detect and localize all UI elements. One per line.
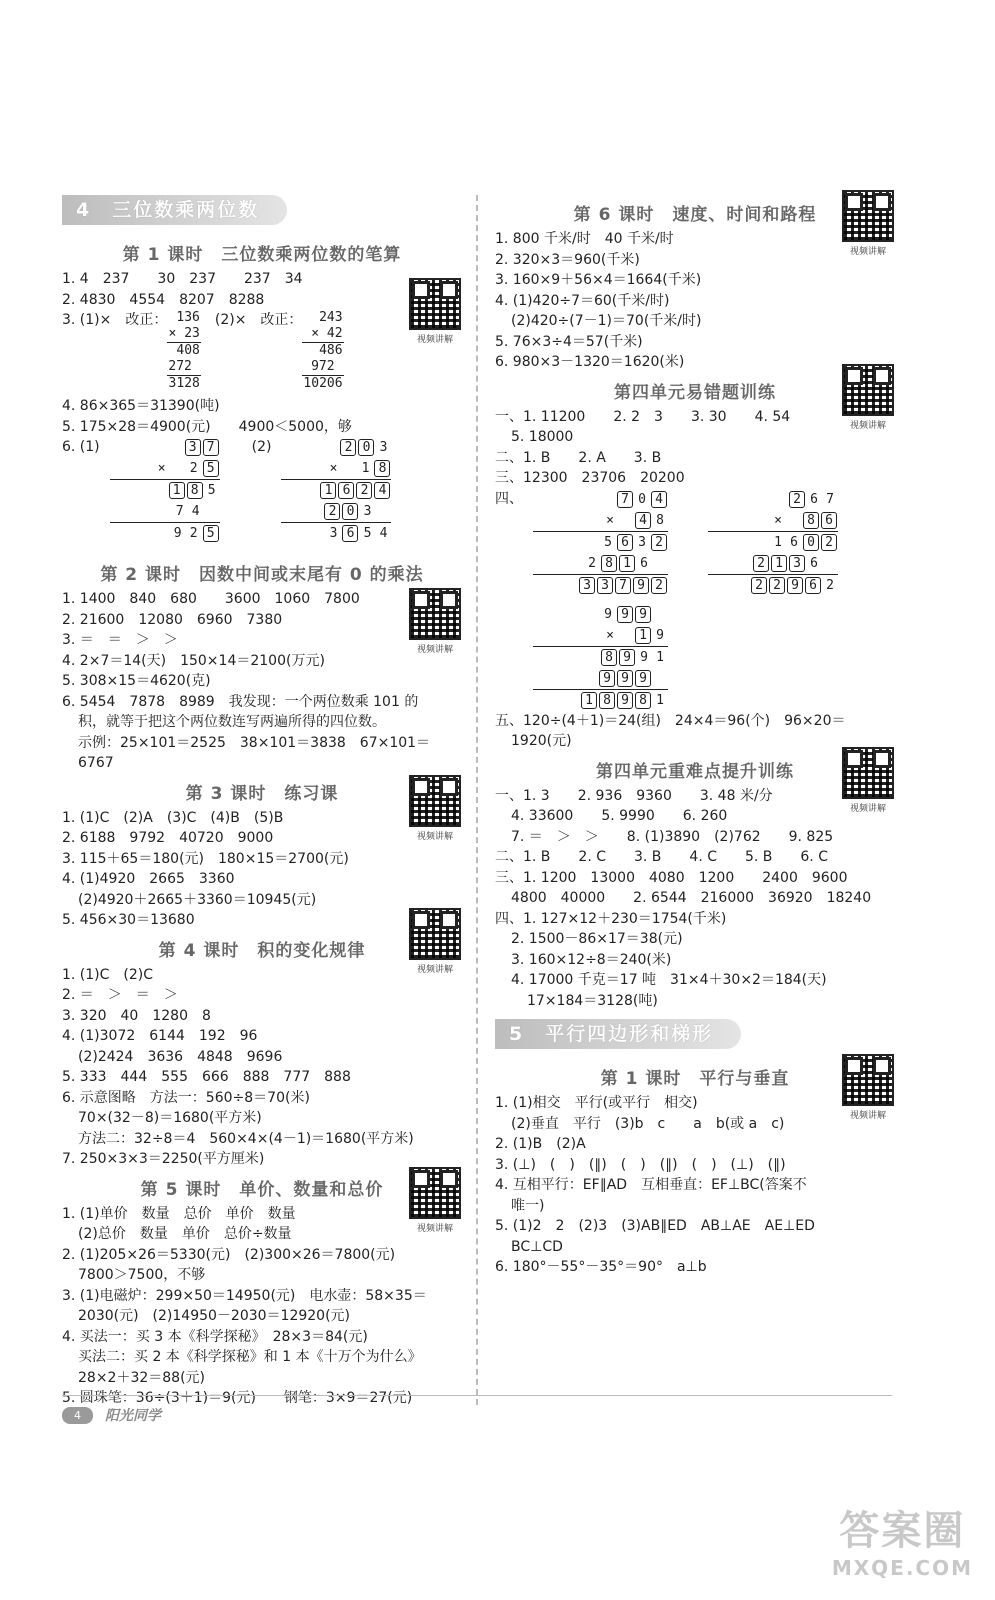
answer-line: 5. 18000 <box>511 429 574 445</box>
answer-line: 4. 买法一：买 3 本《科学探秘》 28×3＝84(元) <box>62 1328 368 1345</box>
box-multiplication-4: 2 6 7 × 8 6 1 6 0 2 2 1 3 6 2 2 9 6 2 <box>708 489 838 711</box>
lesson-title: 第 1 课时 平行与垂直 <box>600 1069 790 1089</box>
brand-logo: 阳光同学 <box>105 1408 161 1424</box>
answer-line: 2. 4830 4554 8207 8288 <box>62 291 265 308</box>
answer-line: 4800 40000 2. 6544 216000 36920 18240 <box>511 890 872 906</box>
answer-line: 三、12300 23706 20200 <box>495 470 685 486</box>
answer-line: 5. 圆珠笔：36÷(3＋1)＝9(元) 钢笔：3×9＝27(元) <box>62 1390 413 1406</box>
qr-caption: 视频讲解 <box>416 645 453 655</box>
answer-line: 7800＞7500，不够 <box>78 1267 206 1283</box>
answer-line: 7. 250×3×3＝2250(平方厘米) <box>62 1151 265 1167</box>
page-footer <box>62 1405 161 1425</box>
lesson-title: 第 3 课时 练习课 <box>185 783 339 804</box>
answer-line: 2. (1)B (2)A <box>495 1136 586 1152</box>
calc-line: 408 <box>176 343 200 358</box>
box-multiplication-2: 2 0 3 × 1 8 1 6 2 4 2 0 3 3 6 5 4 <box>281 437 391 555</box>
qr-code[interactable] <box>841 364 895 431</box>
answer-line: 2. 1500－86×17＝38(元) <box>511 931 683 947</box>
answer-line: 4. 86×365＝31390(吨) <box>62 398 220 414</box>
unit5-lesson-1-section <box>495 1064 895 1278</box>
qr-caption: 视频讲解 <box>849 803 886 814</box>
answer-line: 方法二：32÷8＝4 560×4×(4－1)＝1680(平方米) <box>78 1130 414 1147</box>
answer-line: 6. 180°－55°－35°＝90° a⊥b <box>495 1259 707 1275</box>
answer-line: 1. (1)相交 平行(或平行 相交) <box>495 1095 698 1111</box>
q4-row <box>495 489 895 711</box>
calc-line: 10206 <box>303 376 343 391</box>
qr-icon <box>842 1054 894 1106</box>
answer-line: 4. 互相平行：EF∥AD 互相垂直：EF⊥BC(答案不 <box>495 1177 807 1193</box>
qr-code[interactable] <box>408 908 462 975</box>
answer-line: 示例：25×101＝2525 38×101＝3838 67×101＝ <box>78 734 431 751</box>
answer-line: 唯一) <box>511 1197 545 1214</box>
qr-icon <box>409 908 461 960</box>
answer-line: 五、120÷(4＋1)＝24(组) 24×4＝96(个) 96×20＝ <box>495 712 846 729</box>
answer-line: (2)总价 数量 单价 总价÷数量 <box>78 1226 292 1242</box>
answer-line: 4. 17000 千克＝17 吨 31×4＋30×2＝184(天) <box>511 972 827 988</box>
calc-line: × 23 <box>168 326 200 341</box>
lesson-title: 第四单元重难点提升训练 <box>596 761 794 782</box>
lesson-title: 第 6 课时 速度、时间和路程 <box>573 205 817 225</box>
unit-5-banner <box>495 1019 741 1049</box>
answer-line: 1. 1400 840 680 3600 1060 7800 <box>62 591 360 607</box>
lesson-6-section <box>495 200 895 373</box>
answer-line: BC⊥CD <box>511 1238 563 1255</box>
page-number: 4 <box>62 1407 93 1424</box>
answer-line: 2030(元) (2)14950－2030＝12920(元) <box>78 1308 351 1324</box>
watermark-text: 答案圈 <box>839 1508 966 1554</box>
answer-line: 4. (1)420÷7＝60(千米/时) <box>495 292 670 309</box>
calc-line: 3128 <box>168 376 200 391</box>
answer-line: 5. 308×15＝4620(克) <box>62 673 211 689</box>
answer-line: 2. 21600 12080 6960 7380 <box>62 611 283 628</box>
box-multiplication-1: 3 7 × 2 5 1 8 5 7 4 9 2 5 <box>110 437 220 555</box>
answer-line: 3. 160×12÷8＝240(米) <box>511 951 672 968</box>
calc-line: 243 <box>319 310 343 325</box>
site-watermark <box>832 1499 973 1580</box>
answer-line: 1920(元) <box>511 733 572 749</box>
qr-code[interactable] <box>408 588 462 655</box>
answer-line: 买法二：买 2 本《科学探秘》和 1 本《十万个为什么》 <box>78 1349 422 1365</box>
lesson-title: 第四单元易错题训练 <box>614 382 776 403</box>
qr-icon <box>842 364 894 416</box>
answer-line: 四、 <box>495 490 523 507</box>
vertical-calc <box>167 310 200 392</box>
lesson-title: 第 2 课时 因数中间或末尾有 0 的乘法 <box>100 565 424 585</box>
error-training-section <box>495 378 895 752</box>
answer-line: 3. (1)× 改正： <box>62 312 168 328</box>
calc-line: 486 <box>319 343 343 358</box>
answer-line: 5. 175×28＝4900(元) 4900＜5000，够 <box>62 418 352 435</box>
key-points-section <box>495 757 895 1012</box>
watermark-url: MXQE.COM <box>831 1556 973 1580</box>
answer-line: 4. (1)4920 2665 3360 <box>62 871 235 887</box>
qr-icon <box>409 588 461 640</box>
answer-line: 3. ＝ ＝ ＞ ＞ <box>62 632 178 648</box>
answer-line: (2)垂直 平行 (3)b c a b(或 a c) <box>511 1115 785 1132</box>
lesson-5-section <box>62 1175 462 1409</box>
right-column <box>495 195 895 1278</box>
box-multiplication-3: 7 0 4 × 4 8 5 6 3 2 2 8 1 6 3 3 7 9 2 9 9 9 × 1 9 8 9 9 1 9 9 9 1 8 9 8 1 <box>533 489 668 711</box>
qr-icon <box>409 775 461 827</box>
answer-line: 2. (1)205×26＝5330(元) (2)300×26＝7800(元) <box>62 1246 396 1263</box>
answer-line: 6767 <box>78 755 114 771</box>
answer-line: 4. 2×7＝14(天) 150×14＝2100(万元) <box>62 652 325 669</box>
unit-5-title: 平行四边形和梯形 <box>545 1023 714 1045</box>
answer-line: 1. (1)C (2)A (3)C (4)B (5)B <box>62 809 284 826</box>
answer-line: (2)4920＋2665＋3360＝10945(元) <box>78 891 317 908</box>
answer-line: 5. 333 444 555 666 888 777 888 <box>62 1069 351 1085</box>
answer-line: 1. (1)单价 数量 总价 单价 数量 <box>62 1205 296 1222</box>
qr-icon <box>409 1167 461 1219</box>
qr-code[interactable] <box>841 1054 895 1121</box>
calc-line: 136 <box>176 310 200 325</box>
answer-line: 6. 980×3－1320＝1620(米) <box>495 354 685 370</box>
answer-line: 4. 33600 5. 9990 6. 260 <box>511 808 728 824</box>
left-column <box>62 195 462 1409</box>
answer-line: 5. 76×3÷4＝57(千米) <box>495 333 643 350</box>
qr-caption: 视频讲解 <box>416 1223 453 1234</box>
answer-line: 5. (1)2 2 (2)3 (3)AB∥ED AB⊥AE AE⊥ED <box>495 1218 815 1234</box>
unit-4-number: 4 <box>76 199 92 221</box>
answer-line: 3. (1)电磁炉：299×50＝14950(元) 电水壶：58×35＝ <box>62 1287 427 1304</box>
answer-line: 3. (⊥) ( ) (∥) ( ) (∥) ( ) (⊥) (∥) <box>495 1156 786 1173</box>
vertical-calc <box>302 310 343 392</box>
answer-line: (2)2424 3636 4848 9696 <box>78 1048 283 1065</box>
answer-line: 70×(32－8)＝1680(平方米) <box>78 1110 262 1126</box>
unit-5-number: 5 <box>509 1023 525 1045</box>
answer-line: (2)420÷(7－1)＝70(千米/时) <box>511 313 702 329</box>
answer-line: 3. 320 40 1280 8 <box>62 1007 211 1024</box>
lesson-4-section <box>62 936 462 1170</box>
answer-line: 28×2＋32＝88(元) <box>78 1369 206 1386</box>
answer-line: 积，就等于把这个两位数连写两遍所得的四位数。 <box>78 714 386 730</box>
unit-4-title: 三位数乘两位数 <box>112 199 260 221</box>
answer-line: 二、1. B 2. A 3. B <box>495 449 662 466</box>
answer-line: 一、1. 11200 2. 2 3 3. 30 4. 54 <box>495 408 791 425</box>
qr-code[interactable] <box>841 190 895 257</box>
answer-line: 三、1. 1200 13000 4080 1200 2400 9600 <box>495 869 848 886</box>
answer-line: 6. (1) <box>62 439 100 455</box>
footer-divider <box>62 1395 892 1396</box>
answer-line: 17×184＝3128(吨) <box>527 992 658 1009</box>
lesson-title: 第 4 课时 积的变化规律 <box>158 940 366 961</box>
answer-line: 二、1. B 2. C 3. B 4. C 5. B 6. C <box>495 849 828 865</box>
q3-row <box>62 310 462 396</box>
qr-caption: 视频讲解 <box>416 964 453 975</box>
answer-line: 2. 6188 9792 40720 9000 <box>62 830 274 846</box>
qr-caption: 视频讲解 <box>416 335 453 345</box>
qr-code[interactable] <box>841 747 895 814</box>
lesson-3-section <box>62 779 462 931</box>
qr-icon <box>842 747 894 799</box>
answer-line: 5. 456×30＝13680 <box>62 912 195 928</box>
answer-line: 6. 示意图略 方法一：560÷8＝70(米) <box>62 1089 310 1106</box>
lesson-title: 第 1 课时 三位数乘两位数的笔算 <box>122 245 402 265</box>
answer-line: 7. ＝ ＞ ＞ 8. (1)3890 (2)762 9. 825 <box>511 828 834 845</box>
answer-line: 3. 160×9＋56×4＝1664(千米) <box>495 272 702 288</box>
lesson-title: 第 5 课时 单价、数量和总价 <box>140 1179 384 1200</box>
calc-line: × 42 <box>302 326 343 343</box>
lesson-2-section <box>62 560 462 774</box>
calc-line: 972 <box>302 359 343 376</box>
answer-line: 四、1. 127×12＋230＝1754(千米) <box>495 910 727 927</box>
q6-row <box>62 437 462 555</box>
qr-icon <box>409 278 461 330</box>
calc-line: 272 <box>167 359 200 376</box>
qr-caption: 视频讲解 <box>849 247 886 257</box>
qr-code[interactable] <box>408 278 462 345</box>
answer-line: 1. 4 237 30 237 237 34 <box>62 271 303 287</box>
answer-line: 2. ＝ ＞ ＝ ＞ <box>62 987 178 1003</box>
answer-line: 3. 115＋65＝180(元) 180×15＝2700(元) <box>62 850 349 867</box>
column-divider <box>476 195 478 1405</box>
answer-line: 1. (1)C (2)C <box>62 966 154 983</box>
answer-line: 2. 320×3＝960(千米) <box>495 251 640 268</box>
answer-line: 1. 800 千米/时 40 千米/时 <box>495 231 674 247</box>
answer-line: (2)× 改正： <box>214 312 303 328</box>
answer-line: (2) <box>251 439 272 455</box>
lesson-1-section <box>62 240 462 555</box>
answer-line: 6. 5454 7878 8989 我发现：一个两位数乘 101 的 <box>62 693 419 710</box>
qr-icon <box>842 190 894 242</box>
answer-line: 4. (1)3072 6144 192 96 <box>62 1028 258 1044</box>
qr-code[interactable] <box>408 1167 462 1234</box>
qr-caption: 视频讲解 <box>849 1111 886 1121</box>
qr-caption: 视频讲解 <box>416 831 453 842</box>
answer-line: 一、1. 3 2. 936 9360 3. 48 米/分 <box>495 787 773 804</box>
qr-caption: 视频讲解 <box>849 420 886 431</box>
qr-code[interactable] <box>408 775 462 842</box>
unit-4-banner <box>62 195 287 225</box>
